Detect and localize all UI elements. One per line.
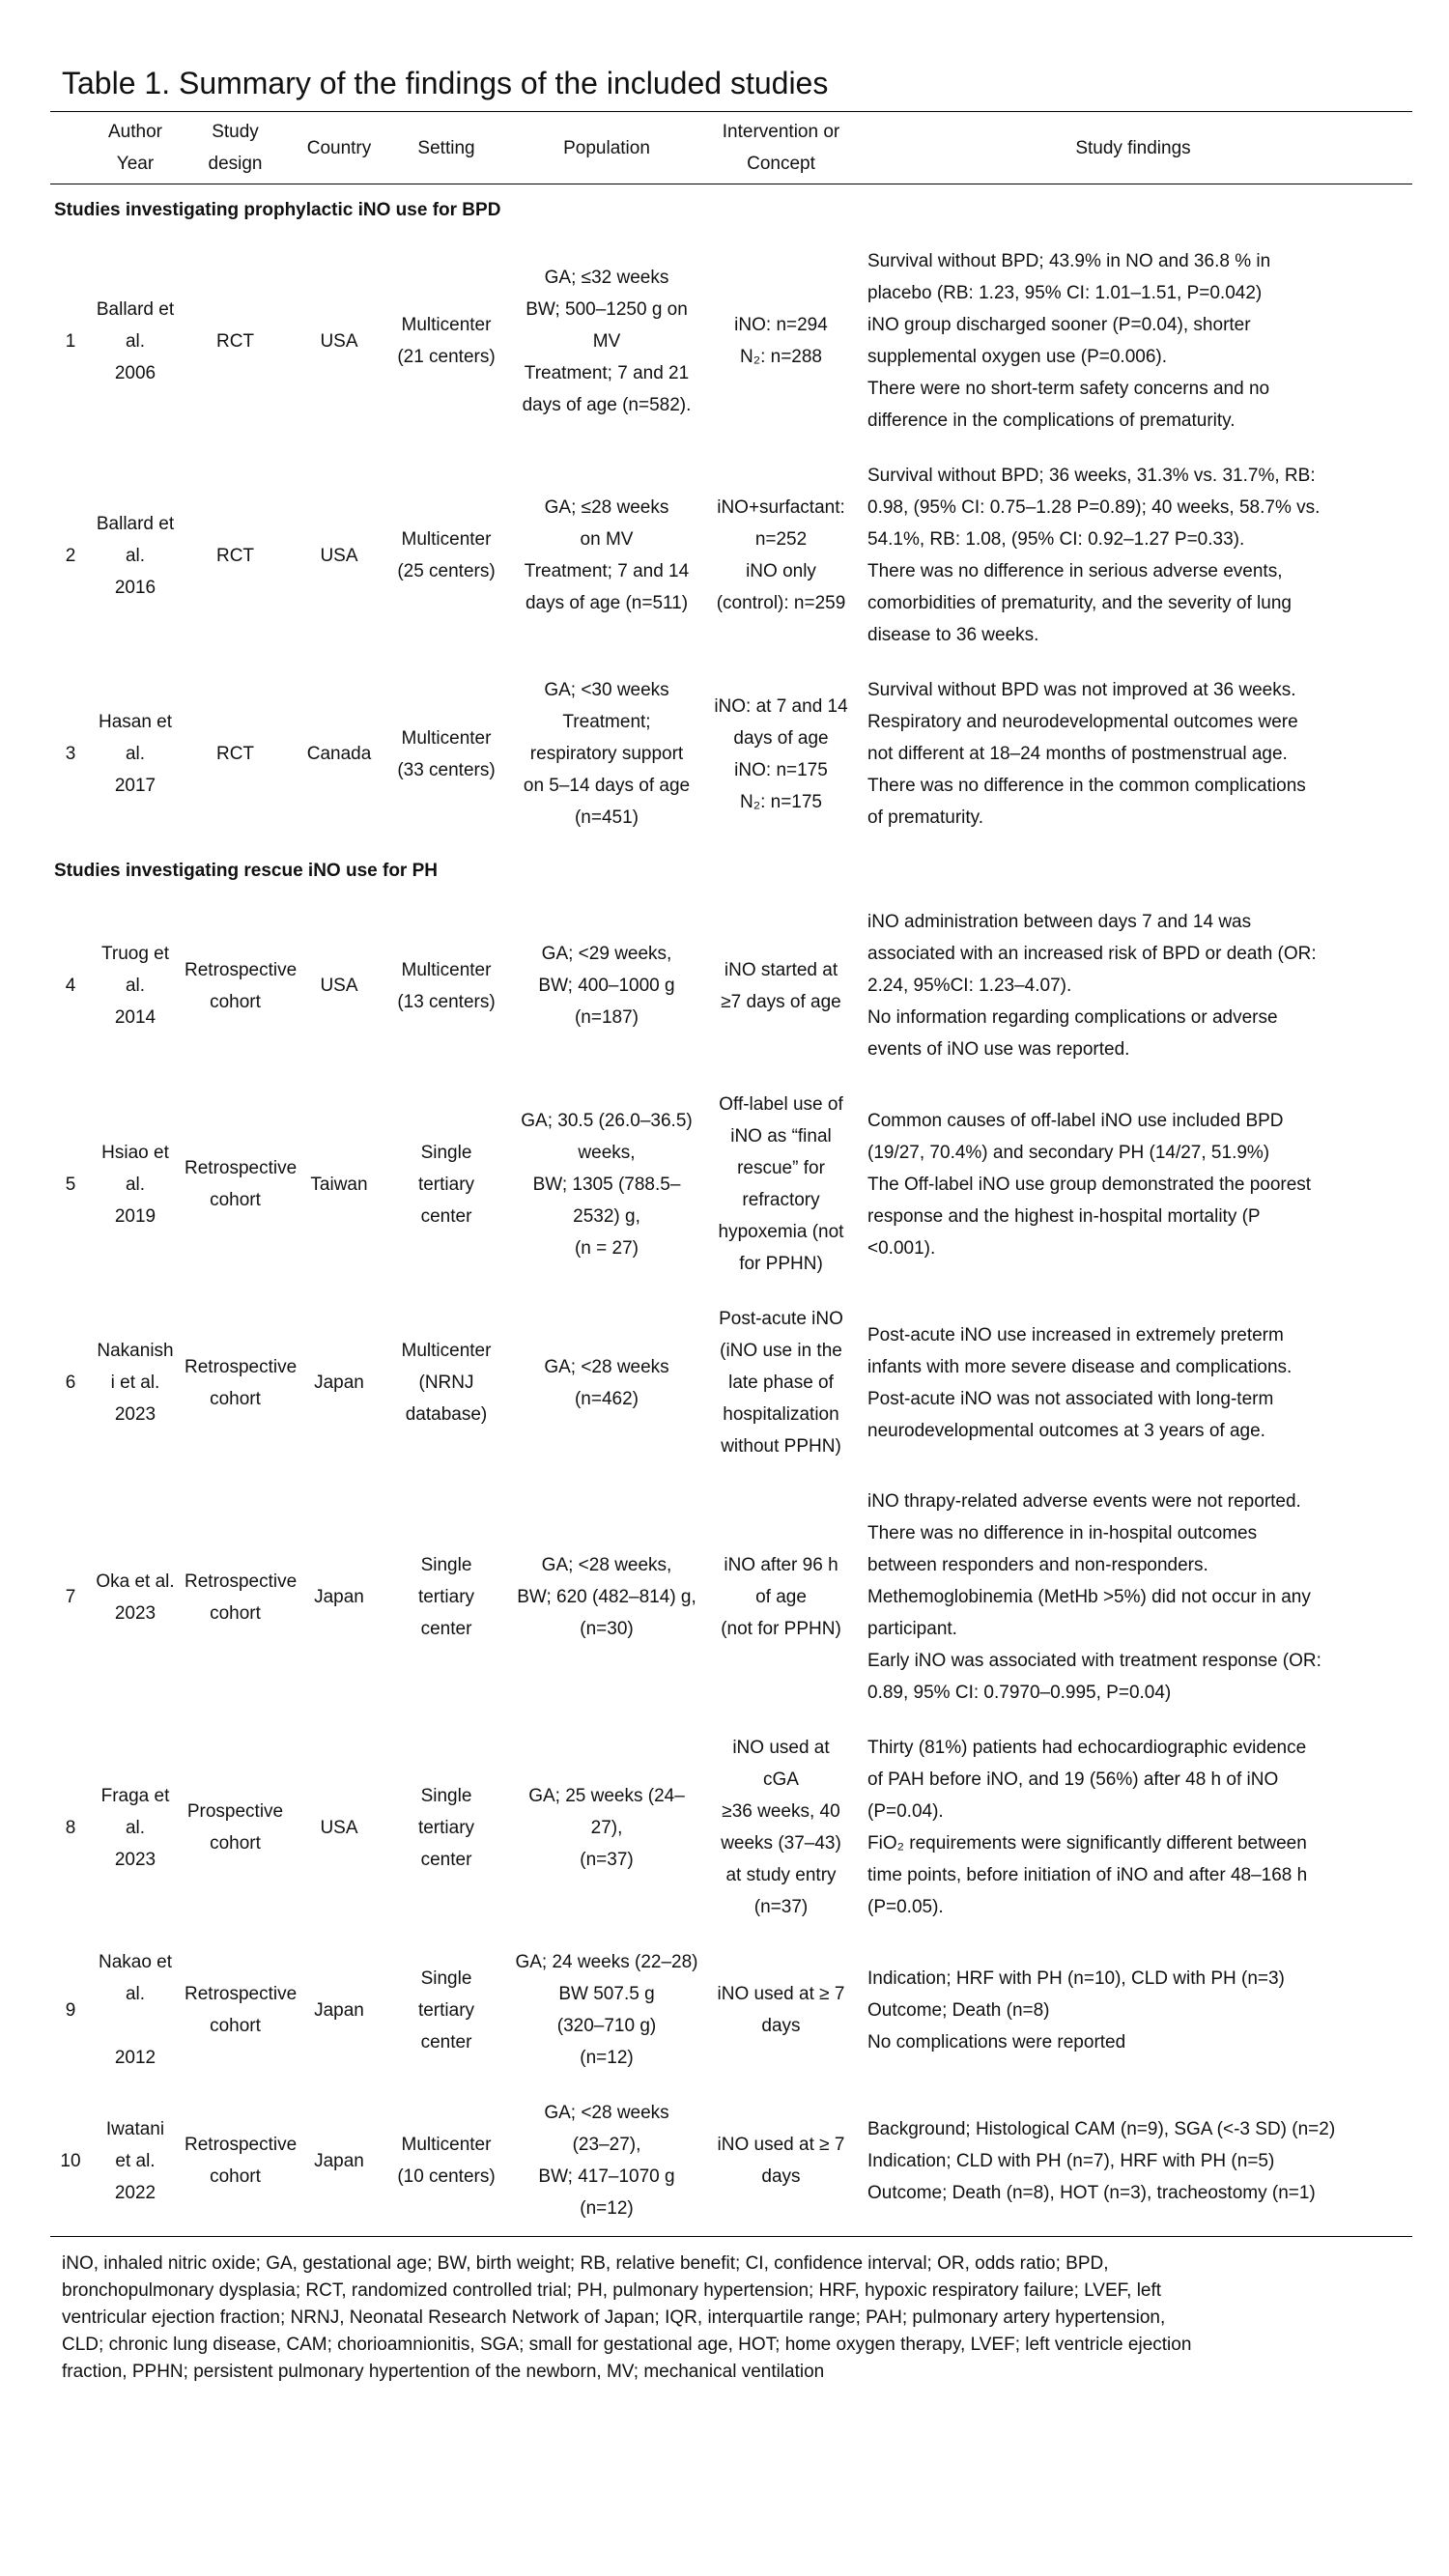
cell-country: USA <box>320 1817 358 1838</box>
section-heading-row <box>50 845 1412 894</box>
cell-study-design: Retrospective cohort <box>185 1356 298 1409</box>
cell-num: 2 <box>65 545 76 566</box>
cell-study-design: RCT <box>215 545 255 566</box>
cell-author-year: Ballard et al. 2016 <box>96 513 175 598</box>
section-heading: Studies investigating rescue iNO use for PH <box>54 861 438 881</box>
cell-intervention: iNO used at ≥ 7 days <box>717 2135 845 2187</box>
cell-intervention: iNO after 96 h of age (not for PPHN) <box>721 1555 841 1639</box>
cell-setting: Single tertiary center <box>417 1785 475 1870</box>
cell-intervention: Off-label use of iNO as “final rescue” for refractory hypoxemia (not for PPHN) <box>718 1094 844 1274</box>
table-row <box>50 1935 1412 2085</box>
cell-study-findings: Indication; HRF with PH (n=10), CLD with PH (n=3) Outcome; Death (n=8) No complications were reported <box>867 1967 1285 2052</box>
cell-intervention: iNO: n=294 N₂: n=288 <box>734 315 828 367</box>
cell-country: USA <box>320 330 358 352</box>
cell-population: GA; 24 weeks (22–28) BW 507.5 g (320–710 g) (n=12) <box>515 1952 698 2068</box>
header-country: Country <box>306 137 372 158</box>
cell-study-design: Retrospective cohort <box>185 1984 298 2036</box>
cell-setting: Multicenter (33 centers) <box>397 727 496 780</box>
cell-intervention: iNO used at ≥ 7 days <box>717 1984 845 2036</box>
table-row <box>50 1077 1412 1291</box>
cell-study-design: Retrospective cohort <box>185 2135 298 2187</box>
findings-table <box>50 111 1412 2237</box>
table-row <box>50 663 1412 845</box>
cell-country: Japan <box>314 1587 364 1607</box>
cell-setting: Multicenter (13 centers) <box>397 959 496 1012</box>
cell-population: GA; ≤28 weeks on MV Treatment; 7 and 14 days of age (n=511) <box>524 497 690 613</box>
cell-study-findings: Common causes of off-label iNO use included BPD (19/27, 70.4%) and secondary PH (14/27, 51.9%) The Off-label iNO use group demonstrated the poorest response and the highest in-hospital mortality (P <0.001). <box>867 1110 1312 1259</box>
cell-country: USA <box>320 545 358 566</box>
cell-population: GA; 30.5 (26.0–36.5) weeks, BW; 1305 (788.5– 2532) g, (n = 27) <box>521 1110 693 1259</box>
cell-study-findings: Survival without BPD was not improved at 36 weeks. Respiratory and neurodevelopmental outcomes were not different at 18–24 months of postmenstrual age. There was no difference in the common complications of prematurity. <box>867 680 1306 828</box>
cell-num: 8 <box>65 1817 76 1838</box>
header-setting: Setting <box>417 137 475 158</box>
cell-country: Japan <box>314 1999 364 2021</box>
cell-setting: Multicenter (25 centers) <box>397 529 496 581</box>
header-author-year: Author Year <box>108 122 162 174</box>
table-title: Table 1. Summary of the findings of the included studies <box>62 66 829 100</box>
section-heading-row <box>50 184 1412 235</box>
table-header-row <box>50 112 1412 184</box>
cell-num: 3 <box>65 744 76 764</box>
table-row <box>50 2085 1412 2237</box>
cell-population: GA; <28 weeks, BW; 620 (482–814) g, (n=30) <box>517 1555 696 1639</box>
cell-author-year: Fraga et al. 2023 <box>100 1785 170 1870</box>
cell-study-design: RCT <box>215 330 255 352</box>
cell-population: GA; <28 weeks (n=462) <box>544 1356 669 1409</box>
header-study-findings: Study findings <box>1075 137 1191 158</box>
cell-intervention: iNO started at ≥7 days of age <box>721 959 841 1012</box>
table-body <box>50 184 1412 2237</box>
table-footnote: iNO, inhaled nitric oxide; GA, gestational age; BW, birth weight; RB, relative benefit; CI, confidence interval; OR, odds ratio; BPD, bronchopulmonary dysplasia; RCT, randomized controlled trial; PH, pulmonary hypertension; HRF, hypoxic respiratory failure; LVEF, left ventricular ejection fraction; NRNJ, Neonatal Research Network of Japan; IQR, interquartile range; PAH; pulmonary artery hypertension, CLD; chronic lung disease, CAM; chorioamnionitis, SGA; small for gestational age, HOT; home oxygen therapy, LVEF; left ventricle ejection fraction, PPHN; persistent pulmonary hypertention of the newborn, MV; mechanical ventilation <box>62 2253 1192 2382</box>
cell-num: 6 <box>65 1373 76 1393</box>
table-row <box>50 894 1412 1077</box>
cell-setting: Multicenter (21 centers) <box>397 315 496 367</box>
cell-country: Japan <box>314 2150 364 2171</box>
cell-country: Taiwan <box>310 1174 368 1195</box>
cell-country: Canada <box>306 744 372 764</box>
document-page <box>50 66 1412 2386</box>
cell-num: 4 <box>65 976 76 996</box>
cell-author-year: Truog et al. 2014 <box>100 944 170 1028</box>
cell-intervention: iNO used at cGA ≥36 weeks, 40 weeks (37–43) at study entry (n=37) <box>721 1738 841 1917</box>
cell-num: 9 <box>65 1999 76 2021</box>
cell-intervention: iNO: at 7 and 14 days of age iNO: n=175 N₂: n=175 <box>714 695 848 812</box>
header-study-design: Study design <box>208 122 263 174</box>
cell-num: 5 <box>65 1174 76 1195</box>
cell-population: GA; <28 weeks (23–27), BW; 417–1070 g (n=12) <box>538 2103 675 2219</box>
cell-author-year: Iwatani et al. 2022 <box>105 2118 165 2203</box>
cell-population: GA; 25 weeks (24– 27), (n=37) <box>528 1785 685 1870</box>
cell-study-design: Prospective cohort <box>186 1801 284 1854</box>
cell-setting: Multicenter (NRNJ database) <box>401 1341 492 1425</box>
table-row <box>50 234 1412 448</box>
cell-num: 1 <box>65 330 76 352</box>
cell-author-year: Nakao et al. 2012 <box>98 1952 173 2068</box>
cell-intervention: Post-acute iNO (iNO use in the late phase of hospitalization without PPHN) <box>719 1309 843 1457</box>
cell-country: USA <box>320 976 358 996</box>
cell-author-year: Hasan et al. 2017 <box>98 712 173 796</box>
cell-setting: Single tertiary center <box>417 1967 475 2052</box>
header-population: Population <box>563 137 650 158</box>
header-num <box>50 112 91 184</box>
cell-author-year: Ballard et al. 2006 <box>96 298 175 383</box>
header-intervention: Intervention or Concept <box>722 122 840 174</box>
cell-population: GA; <30 weeks Treatment; respiratory support on 5–14 days of age (n=451) <box>523 680 691 828</box>
cell-setting: Single tertiary center <box>417 1142 475 1227</box>
cell-study-findings: Survival without BPD; 43.9% in NO and 36.8 % in placebo (RB: 1.23, 95% CI: 1.01–1.51, P=0.042) iNO group discharged sooner (P=0.04), shorter supplemental oxygen use (P=0.006). There were no short-term safety concerns and no difference in the complications of prematurity. <box>867 251 1271 431</box>
table-row <box>50 1474 1412 1720</box>
table-row <box>50 1720 1412 1935</box>
cell-population: GA; ≤32 weeks BW; 500–1250 g on MV Treatment; 7 and 21 days of age (n=582). <box>522 267 692 415</box>
cell-study-design: Retrospective cohort <box>185 1571 298 1624</box>
cell-setting: Multicenter (10 centers) <box>397 2135 496 2187</box>
section-heading: Studies investigating prophylactic iNO use for BPD <box>54 200 501 220</box>
cell-study-findings: iNO thrapy-related adverse events were not reported. There was no difference in in-hospital outcomes between responders and non-responders. Methemoglobinemia (MetHb >5%) did not occur in any participant. Early iNO was associated with treatment response (OR: 0.89, 95% CI: 0.7970–0.995, P=0.04) <box>867 1491 1321 1703</box>
cell-setting: Single tertiary center <box>417 1555 475 1639</box>
table-row <box>50 1291 1412 1474</box>
table-row <box>50 448 1412 663</box>
cell-study-findings: Thirty (81%) patients had echocardiographic evidence of PAH before iNO, and 19 (56%) after 48 h of iNO (P=0.04). FiO₂ requirements were significantly different between time points, before initiation of iNO and after 48–168 h (P=0.05). <box>867 1738 1308 1917</box>
cell-study-findings: Survival without BPD; 36 weeks, 31.3% vs. 31.7%, RB: 0.98, (95% CI: 0.75–1.28 P=0.89); 40 weeks, 58.7% vs. 54.1%, RB: 1.08, (95% CI: 0.92–1.27 P=0.33). There was no difference in serious adverse events, comorbidities of prematurity, and the severity of lung disease to 36 weeks. <box>867 466 1321 645</box>
cell-author-year: Nakanish i et al. 2023 <box>97 1341 174 1425</box>
cell-num: 7 <box>65 1587 76 1607</box>
cell-study-design: Retrospective cohort <box>185 959 298 1012</box>
cell-country: Japan <box>314 1373 364 1393</box>
cell-study-design: RCT <box>215 744 255 764</box>
cell-study-findings: iNO administration between days 7 and 14 was associated with an increased risk of BPD or death (OR: 2.24, 95%CI: 1.23–4.07). No information regarding complications or adverse events of iNO use was reported. <box>867 912 1317 1060</box>
cell-author-year: Oka et al. 2023 <box>96 1571 175 1624</box>
cell-population: GA; <29 weeks, BW; 400–1000 g (n=187) <box>538 944 675 1028</box>
cell-author-year: Hsiao et al. 2019 <box>101 1142 169 1227</box>
cell-study-findings: Background; Histological CAM (n=9), SGA (<-3 SD) (n=2) Indication; CLD with PH (n=7), HRF with PH (n=5) Outcome; Death (n=8), HOT (n=3), tracheostomy (n=1) <box>867 2118 1336 2203</box>
cell-study-findings: Post-acute iNO use increased in extremely preterm infants with more severe disease and complications. Post-acute iNO was not associated with long-term neurodevelopmental outcomes at 3 years of age. <box>867 1324 1293 1441</box>
cell-study-design: Retrospective cohort <box>185 1158 298 1210</box>
cell-intervention: iNO+surfactant: n=252 iNO only (control): n=259 <box>716 497 846 613</box>
cell-num: 10 <box>60 2150 81 2171</box>
